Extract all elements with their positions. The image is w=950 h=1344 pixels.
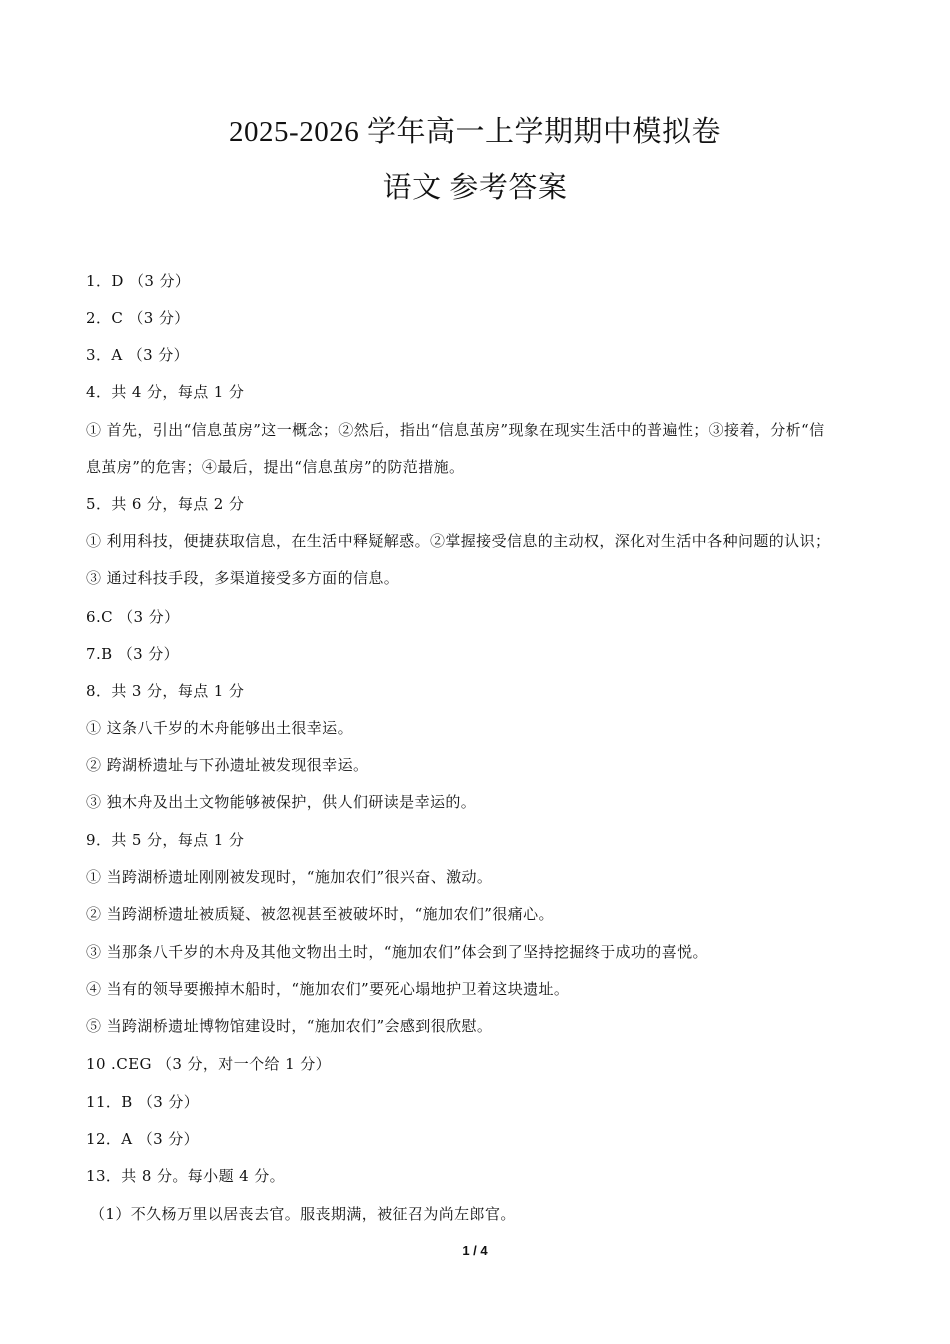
answer-line: ③ 当那条八千岁的木舟及其他文物出土时，“施加农们”体会到了坚持挖掘终于成功的喜悦。 [86,943,708,961]
answer-line: （1）不久杨万里以居丧去官。服丧期满，被征召为尚左郎官。 [90,1205,516,1223]
answer-line: ① 当跨湖桥遗址刚刚被发现时，“施加农们”很兴奋、激动。 [86,868,493,886]
answer-line: 7.B （3 分） [86,645,180,663]
answer-line: 5．共 6 分，每点 2 分 [86,495,245,513]
answer-line: 4．共 4 分，每点 1 分 [86,383,245,401]
answer-line: 息茧房”的危害；④最后，提出“信息茧房”的防范措施。 [86,458,465,476]
answer-line: ④ 当有的领导要搬掉木船时，“施加农们”要死心塌地护卫着这块遗址。 [86,980,570,998]
answer-line: ③ 独木舟及出土文物能够被保护，供人们研读是幸运的。 [86,793,477,811]
answer-line: 10 .CEG （3 分，对一个给 1 分） [86,1055,331,1073]
answer-line: 6.C （3 分） [86,608,180,626]
answer-line: 3．A （3 分） [86,346,190,364]
answer-line: 1．D （3 分） [86,272,191,290]
answer-line: ② 当跨湖桥遗址被质疑、被忽视甚至被破坏时，“施加农们”很痛心。 [86,905,554,923]
answer-line: ⑤ 当跨湖桥遗址博物馆建设时，“施加农们”会感到很欣慰。 [86,1017,493,1035]
answer-line: 12．A （3 分） [86,1130,199,1148]
answer-line: ③ 通过科技手段，多渠道接受多方面的信息。 [86,569,400,587]
page-number: 1 / 4 [462,1243,488,1258]
answer-line: 8．共 3 分，每点 1 分 [86,682,245,700]
page-title: 2025-2026 学年高一上学期期中模拟卷 [229,116,721,148]
answer-line: ① 利用科技，便捷获取信息，在生活中释疑解惑。②掌握接受信息的主动权，深化对生活中各种问题的认识； [86,532,831,550]
answer-line: ② 跨湖桥遗址与下孙遗址被发现很幸运。 [86,756,369,774]
page-subtitle: 语文 参考答案 [382,172,568,204]
answer-line: ① 首先，引出“信息茧房”这一概念；②然后，指出“信息茧房”现象在现实生活中的普遍性；③接着，分析“信 [86,421,825,439]
answer-line: 9．共 5 分，每点 1 分 [86,831,245,849]
answer-line: ① 这条八千岁的木舟能够出土很幸运。 [86,719,353,737]
answer-line: 11．B （3 分） [86,1093,200,1111]
answer-line: 2．C （3 分） [86,309,190,327]
answer-line: 13．共 8 分。每小题 4 分。 [86,1167,286,1185]
